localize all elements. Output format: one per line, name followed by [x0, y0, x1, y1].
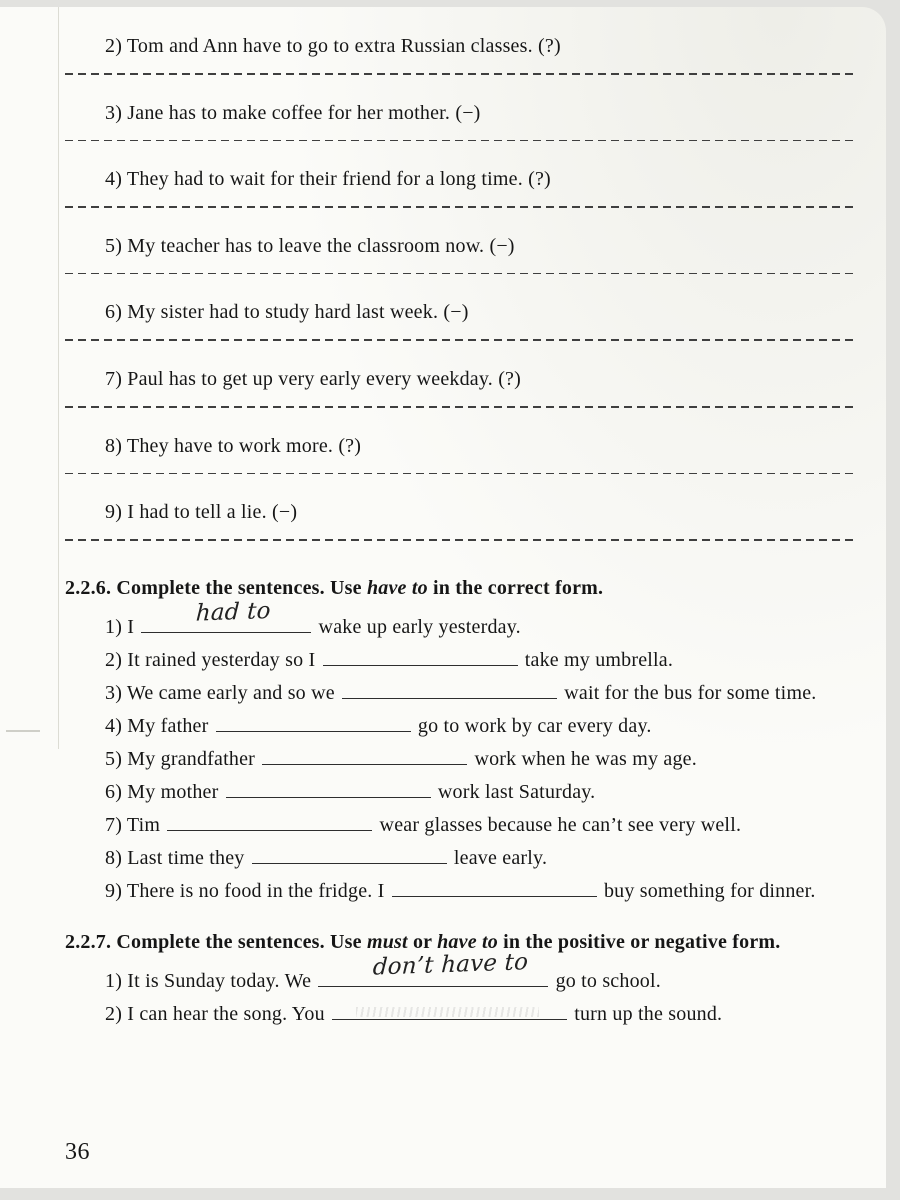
blank-line [342, 680, 557, 699]
blank-line [141, 597, 311, 633]
sentence [65, 233, 855, 259]
item-text: They have to work more. [126, 434, 334, 457]
exercise-226-items [65, 597, 855, 907]
answer-line [65, 406, 855, 408]
exercise-item [65, 33, 855, 75]
item-number: 7) [105, 813, 123, 836]
item-text: Tim [126, 813, 161, 836]
item-number: 9) [105, 501, 123, 524]
item-number: 2) [105, 35, 123, 57]
page-number: 36 [65, 1139, 90, 1165]
item-text: It is Sunday today. We [127, 969, 312, 992]
heading-text: or [407, 930, 438, 953]
sentence [65, 499, 855, 525]
answer-line [65, 339, 855, 341]
item-text: They had to wait for their friend for a long time. [126, 168, 523, 191]
fill-sentence [65, 948, 855, 997]
fill-sentence [65, 843, 855, 874]
sentence [65, 100, 855, 126]
answer-line [65, 273, 855, 275]
item-number: 9) [105, 879, 123, 902]
sentence [65, 166, 855, 192]
item-number: 3) [105, 681, 123, 704]
item-text: My sister had to study hard last week. [127, 301, 439, 324]
exercise-225-list [65, 33, 855, 541]
fill-sentence [65, 810, 855, 841]
heading-italic: have to [437, 930, 498, 953]
item-mark: (−) [455, 101, 481, 124]
item-text: Tom and Ann have to go to extra Russian classes. [126, 35, 533, 57]
item-text: take my umbrella. [524, 648, 674, 671]
item-text: leave early. [453, 846, 548, 869]
sentence [65, 366, 855, 392]
heading-text: in the correct form. [427, 576, 604, 599]
exercise-item [65, 433, 855, 475]
exercise-item [65, 233, 855, 275]
handwritten-answer: had to [195, 597, 272, 627]
heading-italic: have to [366, 576, 428, 599]
item-number: 5) [105, 234, 123, 257]
exercise-227-items [65, 948, 855, 1030]
fill-sentence [65, 777, 855, 808]
item-text: There is no food in the fridge. I [126, 879, 385, 902]
exercise-item [65, 166, 855, 208]
item-text: My teacher has to leave the classroom now. [127, 234, 485, 257]
item-text: I had to tell a lie. [127, 501, 267, 524]
item-text: go to work by car every day. [417, 714, 652, 737]
textbook-page [0, 7, 886, 1188]
item-number: 8) [105, 846, 123, 869]
blank-line [226, 779, 431, 798]
item-text: wait for the bus for some time. [564, 681, 817, 704]
blank-line-with-erased-mark [332, 1001, 567, 1020]
item-text: My mother [127, 780, 219, 803]
exercise-item [65, 100, 855, 142]
answer-line [65, 140, 855, 142]
item-number: 4) [105, 714, 123, 737]
fill-sentence [65, 645, 855, 676]
blank-line [392, 878, 597, 897]
item-number: 1) [105, 615, 123, 638]
item-text: Last time they [127, 846, 245, 869]
fill-sentence [65, 597, 855, 643]
item-number: 3) [105, 101, 123, 124]
item-text: It rained yesterday so I [127, 648, 316, 671]
item-mark: (−) [271, 501, 298, 524]
item-text: work last Saturday. [437, 780, 596, 803]
item-text: My father [127, 714, 209, 737]
item-text: I can hear the song. You [127, 1002, 325, 1025]
heading-text: 2.2.6. Complete the sentences. Use [65, 576, 367, 599]
item-number: 5) [105, 747, 123, 770]
exercise-item [65, 366, 855, 408]
handwritten-answer: don’t have to [372, 948, 530, 981]
item-text: We came early and so we [126, 681, 335, 704]
item-number: 8) [105, 434, 123, 457]
item-text: go to school. [555, 969, 661, 992]
item-number: 4) [105, 168, 123, 191]
item-number: 6) [105, 301, 123, 324]
exercise-226-heading [65, 575, 855, 602]
answer-line [65, 539, 855, 541]
blank-line [216, 713, 411, 732]
blank-line [262, 746, 467, 765]
stray-mark [6, 730, 40, 732]
fill-sentence [65, 876, 855, 907]
page-content [65, 33, 855, 1032]
item-number: 2) [105, 1002, 123, 1025]
blank-line [323, 647, 518, 666]
item-text: turn up the sound. [574, 1002, 723, 1025]
sentence [65, 299, 855, 325]
fill-sentence [65, 711, 855, 742]
item-number: 1) [105, 969, 123, 992]
item-mark: (?) [498, 367, 521, 390]
blank-line [252, 845, 447, 864]
item-mark: (−) [443, 301, 469, 324]
item-text: Paul has to get up very early every weekday. [127, 367, 493, 390]
exercise-item [65, 299, 855, 341]
item-number: 7) [105, 367, 123, 390]
fill-sentence [65, 744, 855, 775]
sentence [65, 433, 855, 459]
blank-line [167, 812, 372, 831]
item-mark: (?) [538, 35, 561, 57]
answer-line [65, 473, 855, 475]
item-text: Jane has to make coffee for her mother. [127, 101, 451, 124]
left-margin-rule [58, 7, 59, 749]
heading-italic: must [366, 930, 408, 953]
item-text: My grandfather [127, 747, 256, 770]
item-text: work when he was my age. [474, 747, 697, 770]
item-text: wear glasses because he can’t see very well. [379, 813, 742, 836]
fill-sentence [65, 678, 855, 709]
heading-text: 2.2.7. Complete the sentences. Use [65, 930, 367, 953]
answer-line [65, 206, 855, 208]
item-mark: (?) [528, 168, 551, 191]
fill-sentence [65, 999, 855, 1030]
item-mark: (−) [489, 234, 515, 257]
item-text: wake up early yesterday. [318, 615, 521, 638]
blank-line [318, 948, 548, 987]
answer-line [65, 73, 855, 75]
item-number: 6) [105, 780, 123, 803]
sentence [65, 33, 855, 59]
item-text: I [127, 615, 135, 638]
item-text: buy something for dinner. [603, 879, 816, 902]
exercise-item [65, 499, 855, 541]
heading-text: in the positive or negative form. [497, 930, 781, 953]
item-number: 2) [105, 648, 123, 671]
item-mark: (?) [338, 434, 362, 457]
